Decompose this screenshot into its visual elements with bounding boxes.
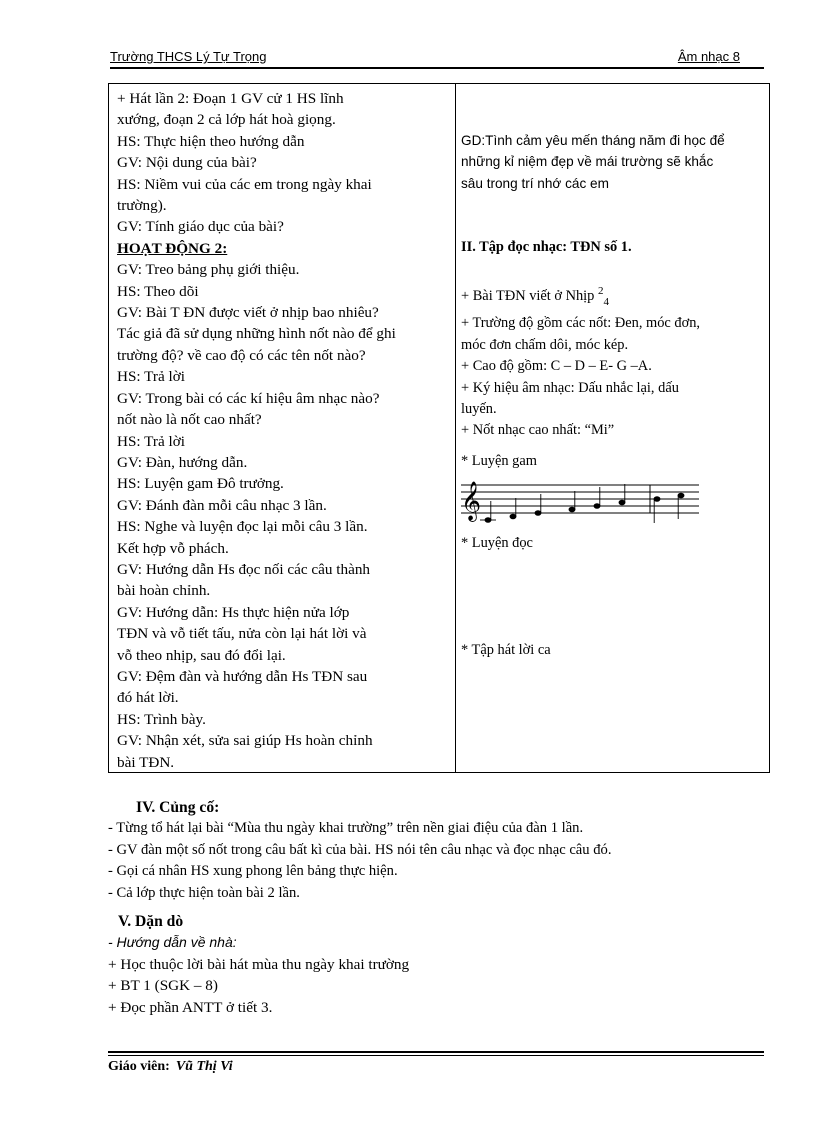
- left-line: HS: Trả lời: [117, 432, 185, 450]
- left-line: GV: Tính giáo dục của bài?: [117, 218, 284, 236]
- left-line: đó hát lời.: [117, 689, 179, 707]
- subject-name: Âm nhạc 8: [677, 49, 740, 64]
- left-line: GV: Treo bảng phụ giới thiệu.: [117, 261, 300, 279]
- content-item: luyến.: [461, 401, 497, 418]
- left-line: HS: Niềm vui của các em trong ngày khai: [117, 175, 372, 193]
- section-iv-item: - Cả lớp thực hiện toàn bài 2 lần.: [108, 884, 300, 901]
- part-heading: II. Tập đọc nhạc: TĐN số 1.: [461, 239, 632, 255]
- left-line: GV: Đàn, hướng dẫn.: [117, 453, 248, 471]
- column-divider: [455, 84, 456, 772]
- left-line: HS: Thực hiện theo hướng dẫn: [117, 132, 305, 150]
- content-item: móc đơn chấm dôi, móc kép.: [461, 336, 629, 353]
- left-line: GV: Nhận xét, sửa sai giúp Hs hoàn chỉnh: [117, 732, 373, 750]
- activity-heading: HOẠT ĐỘNG 2:: [117, 239, 228, 257]
- scale-notes: [480, 484, 684, 523]
- section-v-subtitle: - Hướng dẫn về nhà:: [108, 934, 237, 951]
- left-line: GV: Bài T ĐN được viết ở nhịp bao nhiêu?: [117, 304, 379, 322]
- footer-rule-thick: [108, 1051, 764, 1053]
- school-name: Trường THCS Lý Tự Trọng: [110, 49, 267, 64]
- section-v-item: + Học thuộc lời bài hát mùa thu ngày khai trường: [108, 955, 410, 973]
- left-line: HS: Luyện gam Đô trưởng.: [117, 475, 284, 493]
- lesson-table: [108, 83, 770, 773]
- treble-clef-icon: 𝄞: [461, 481, 482, 521]
- content-list: [461, 281, 767, 442]
- left-line: HS: Nghe và luyện đọc lại mỗi câu 3 lần.: [117, 518, 368, 536]
- left-line: trường).: [117, 197, 167, 215]
- time-signature-line: [461, 281, 767, 313]
- section-homework: [108, 911, 768, 1018]
- left-line: Kết hợp vỗ phách.: [117, 539, 229, 557]
- section-iv-title: IV. Củng cố:: [136, 799, 220, 816]
- left-line: GV: Đánh đàn mỗi câu nhạc 3 lần.: [117, 496, 327, 514]
- teacher-label: Giáo viên:: [108, 1059, 170, 1074]
- teacher-student-activity-column: [117, 88, 451, 773]
- content-item: + Trường độ gồm các nốt: Đen, móc đơn,: [461, 315, 700, 332]
- music-staff: [461, 479, 701, 529]
- left-line: GV: Nội dung của bài?: [117, 154, 257, 172]
- time-signature-text: + Bài TĐN viết ở Nhịp: [461, 288, 598, 304]
- section-v-item: + Đọc phần ANTT ở tiết 3.: [108, 998, 273, 1016]
- left-line: bài hoàn chỉnh.: [117, 582, 211, 600]
- section-consolidation: [108, 797, 768, 904]
- content-item: + Ký hiệu âm nhạc: Dấu nhắc lại, dấu: [461, 379, 679, 396]
- education-note: [461, 130, 767, 194]
- left-line: HS: Trả lời: [117, 368, 185, 386]
- left-line: GV: Hướng dẫn: Hs thực hiện nửa lớp: [117, 603, 350, 621]
- left-line: HS: Trình bày.: [117, 710, 206, 728]
- gd-line: những kỉ niệm đẹp về mái trường sẽ khắc: [461, 154, 714, 170]
- left-line: HS: Theo dõi: [117, 282, 199, 300]
- header-rule: [110, 67, 764, 69]
- left-line: xướng, đoạn 2 cả lớp hát hoà giọng.: [117, 111, 336, 129]
- scale-label: * Luyện gam: [461, 453, 537, 469]
- singing-label: * Tập hát lời ca: [461, 642, 551, 658]
- footer-rule-thin: [108, 1055, 764, 1056]
- left-line: bài TĐN.: [117, 753, 175, 771]
- time-sig-top: 2: [597, 285, 604, 297]
- left-line: GV: Hướng dẫn Hs đọc nối các câu thành: [117, 560, 371, 578]
- page-header: [110, 49, 764, 67]
- section-v-title: V. Dặn dò: [118, 913, 184, 930]
- left-line: trường độ? về cao độ có các tên nốt nào?: [117, 346, 366, 364]
- left-line: GV: Đệm đàn và hướng dẫn Hs TĐN sau: [117, 667, 368, 685]
- left-line: GV: Trong bài có các kí hiệu âm nhạc nào?: [117, 389, 380, 407]
- staff-lines: [461, 485, 699, 513]
- left-line: nốt nào là nốt cao nhất?: [117, 411, 262, 429]
- section-iv-item: - Từng tổ hát lại bài “Mùa thu ngày khai trường” trên nền giai điệu của đàn 1 lần.: [108, 820, 584, 837]
- left-line: Tác giả đã sử dụng những hình nốt nào để ghi: [117, 325, 396, 343]
- content-item: + Cao độ gồm: C – D – E- G –A.: [461, 358, 652, 375]
- section-iv-item: - GV đàn một số nốt trong câu bất kì của bài. HS nói tên câu nhạc và đọc nhạc câu đó.: [108, 841, 612, 858]
- page-footer: [108, 1059, 233, 1075]
- gd-line: sâu trong trí nhớ các em: [461, 175, 609, 191]
- content-item: + Nốt nhạc cao nhất: “Mi”: [461, 422, 615, 439]
- gd-line: GD:Tình cảm yêu mến tháng năm đi học để: [461, 133, 725, 148]
- reading-label: * Luyện đọc: [461, 535, 533, 551]
- section-iv-item: - Gọi cá nhân HS xung phong lên bảng thực hiện.: [108, 863, 398, 880]
- time-sig-bottom: 4: [603, 296, 609, 308]
- left-line: TĐN và vỗ tiết tấu, nửa còn lại hát lời và: [117, 625, 367, 643]
- section-v-item: + BT 1 (SGK – 8): [108, 977, 218, 995]
- teacher-name: Vũ Thị Vi: [175, 1059, 233, 1074]
- left-line: vỗ theo nhịp, sau đó đổi lại.: [117, 646, 286, 664]
- left-line: + Hát lần 2: Đoạn 1 GV cử 1 HS lĩnh: [117, 90, 344, 107]
